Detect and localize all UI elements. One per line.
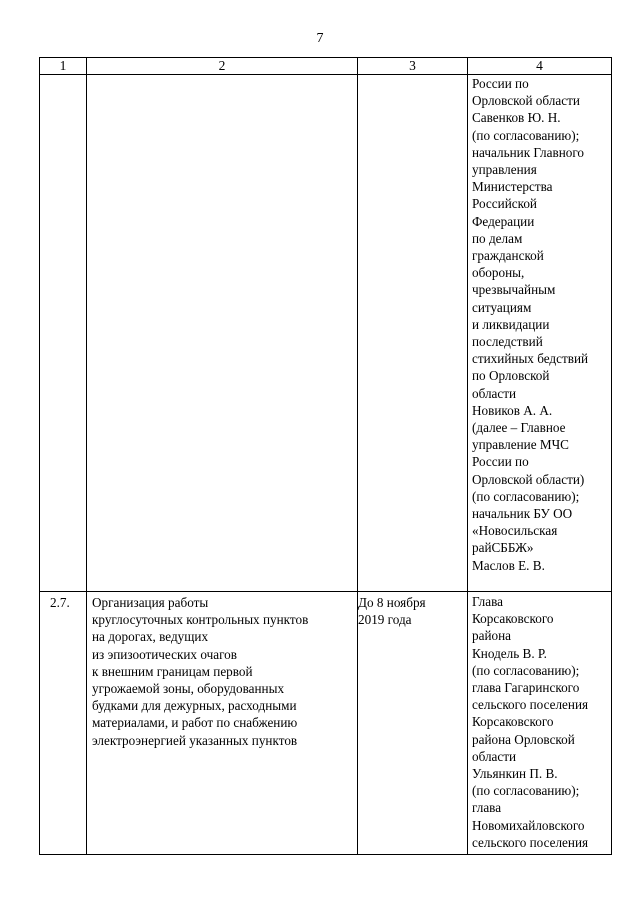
responsible-text: России по Орловской области Савенков Ю. Н. (по согласованию); начальник Главного управления Министерства Российской Федерации по делам гражданской обороны, чрезвычайным ситуациям и ликвидации последствий стихийных бедствий по Орловской области Новиков А. А. (далее – Главное управление МЧС России по Орловской области) (по согласованию); начальник БУ ОО «Новосильская райСББЖ» Маслов Е. В. [472, 76, 589, 573]
deadline-cell [358, 592, 468, 855]
deadline-cell [358, 75, 468, 592]
table-header-row [40, 58, 612, 75]
responsible-cell [468, 75, 612, 592]
deadline-text: До 8 ноября 2019 года [358, 595, 426, 628]
row-number: 2.7. [50, 595, 70, 610]
task-text: Организация работы круглосуточных контрольных пунктов на дорогах, ведущих из эпизоотических очагов к внешним границам первой угрожаемой зоны, оборудованных будками для дежурных, расходными материалами, и работ по снабжению электроэнергией указанных пунктов [92, 595, 309, 748]
task-cell [87, 592, 358, 855]
table-row [40, 592, 612, 855]
header-col-2: 2 [87, 58, 358, 75]
responsible-text: Глава Корсаковского района Кнодель В. Р. (по согласованию); глава Гагаринского сельского поселения Корсаковского района Орловской области Ульянкин П. В. (по согласованию); глава Новомихайловского сельского поселения [472, 594, 589, 850]
row-number-cell [40, 75, 87, 592]
row-number-cell [40, 592, 87, 855]
task-cell [87, 75, 358, 592]
responsible-cell [468, 592, 612, 855]
page-number: 7 [316, 31, 324, 46]
header-col-3: 3 [358, 58, 468, 75]
header-col-4: 4 [468, 58, 612, 75]
table-row [40, 75, 612, 592]
header-col-1: 1 [40, 58, 87, 75]
document-table [39, 57, 612, 855]
